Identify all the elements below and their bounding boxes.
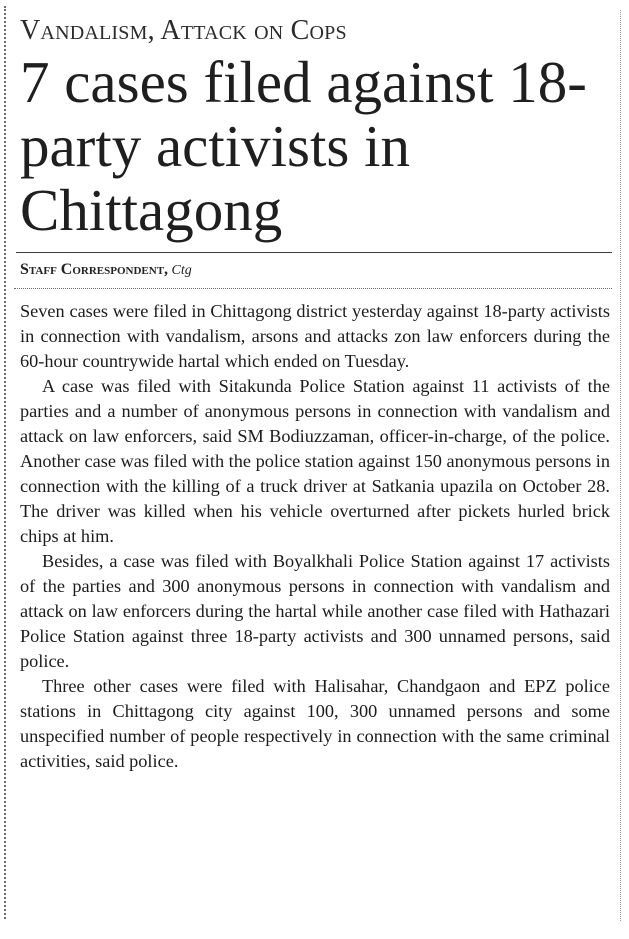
column-dotted-border-right bbox=[620, 10, 621, 921]
byline bbox=[20, 261, 610, 279]
headline-divider bbox=[16, 252, 612, 253]
article-paragraph: Besides, a case was filed with Boyalkhali Police Station against 17 activists of the parties and 300 anonymous persons in connection with vandalism and attack on law enforcers during the hartal while another case filed with Hathazari Police Station against three 18-party activists and 300 unnamed persons, said police. bbox=[20, 551, 610, 671]
byline-divider bbox=[14, 288, 612, 289]
article-headline: 7 cases filed against 18-party activists in Chittagong bbox=[20, 49, 587, 243]
byline-author: Staff Correspondent, bbox=[20, 261, 169, 278]
column-dotted-border-left bbox=[4, 6, 6, 919]
article-kicker: Vandalism, Attack on Cops bbox=[20, 15, 347, 46]
byline-location: Ctg bbox=[171, 263, 192, 278]
article-body bbox=[20, 299, 610, 774]
article-paragraph: Seven cases were filed in Chittagong district yesterday against 18-party activists in connection with vandalism, arsons and attacks zon law enforcers during the 60-hour countrywide hartal which ended on Tuesday. bbox=[20, 301, 610, 371]
news-article bbox=[20, 8, 610, 774]
article-paragraph: A case was filed with Sitakunda Police Station against 11 activists of the parties and a number of anonymous persons in connection with vandalism and attack on law enforcers, said SM Bodiuzzaman, officer-in-charge, of the police. Another case was filed with the police station against 150 anonymous persons in connection with the killing of a truck driver at Satkania upazila on October 28. The driver was killed when his vehicle overturned after pickets hurled brick chips at him. bbox=[20, 376, 610, 546]
article-paragraph: Three other cases were filed with Halisahar, Chandgaon and EPZ police stations in Chittagong city against 100, 300 unnamed persons and some unspecified number of people respectively in connection with the same criminal activities, said police. bbox=[20, 676, 610, 771]
